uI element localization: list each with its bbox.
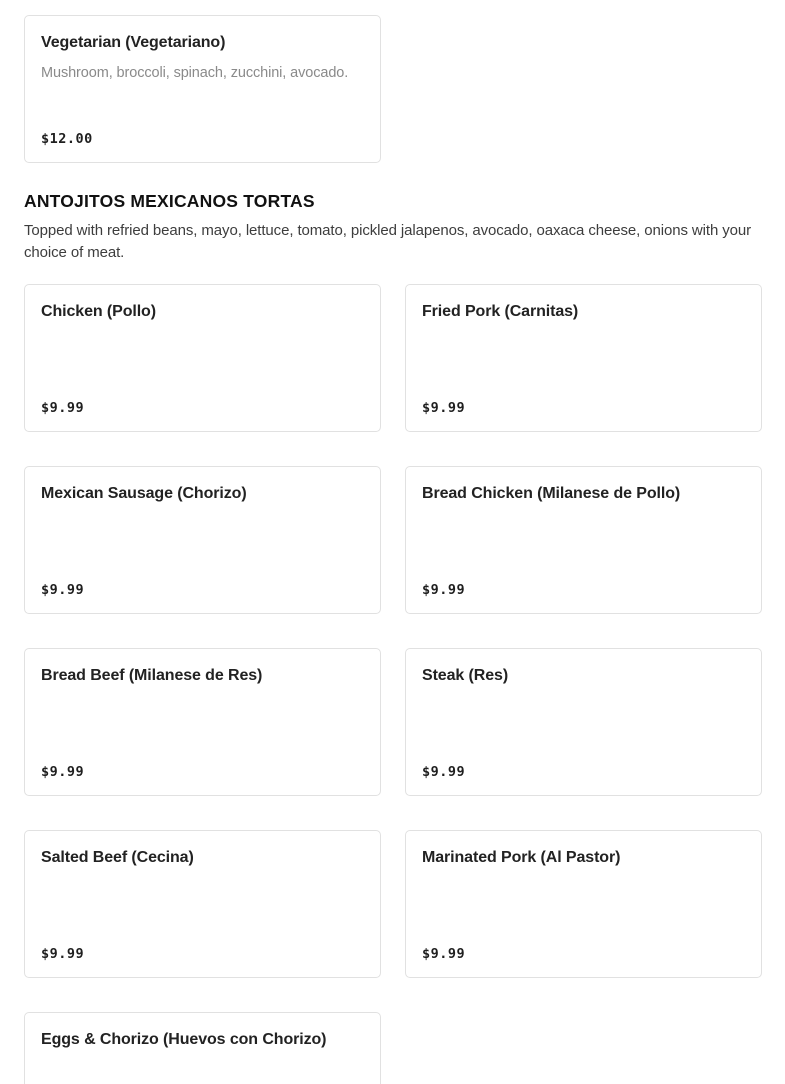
menu-item-card-marinated-pork[interactable] [405, 830, 762, 978]
section-title: ANTOJITOS MEXICANOS TORTAS [24, 191, 315, 211]
menu-item-name: Fried Pork (Carnitas) [422, 303, 579, 321]
menu-item-card-bread-beef[interactable] [24, 648, 381, 796]
menu-item-card-eggs-chorizo[interactable] [24, 1012, 381, 1084]
menu-item-price: $9.99 [41, 764, 85, 781]
menu-item-price: $9.99 [41, 946, 85, 963]
menu-item-card-chicken[interactable] [24, 284, 381, 432]
menu-item-price: $9.99 [422, 582, 466, 599]
previous-section-items [24, 15, 381, 163]
menu-item-price: $12.00 [41, 131, 93, 147]
menu-item-card-bread-chicken[interactable] [405, 466, 762, 614]
menu-item-name: Bread Chicken (Milanese de Pollo) [422, 485, 681, 503]
menu-item-name: Mexican Sausage (Chorizo) [41, 485, 247, 503]
menu-item-price: $9.99 [422, 400, 466, 417]
menu-item-name: Eggs & Chorizo (Huevos con Chorizo) [41, 1031, 327, 1049]
menu-item-price: $9.99 [422, 764, 466, 781]
menu-item-card-fried-pork[interactable] [405, 284, 762, 432]
menu-item-name: Bread Beef (Milanese de Res) [41, 667, 263, 685]
menu-item-name: Steak (Res) [422, 667, 509, 685]
menu-item-name: Chicken (Pollo) [41, 303, 156, 321]
menu-item-name: Marinated Pork (Al Pastor) [422, 849, 621, 867]
menu-item-price: $9.99 [422, 946, 466, 963]
menu-item-description: Mushroom, broccoli, spinach, zucchini, avocado. [41, 64, 349, 81]
menu-item-card-vegetarian[interactable] [24, 15, 381, 163]
menu-items-grid [24, 284, 762, 1084]
menu-item-card-steak[interactable] [405, 648, 762, 796]
menu-item-card-salted-beef[interactable] [24, 830, 381, 978]
section-description: Topped with refried beans, mayo, lettuce, tomato, pickled jalapenos, avocado, oaxaca cheese, onions with your choice of meat. [24, 222, 752, 262]
menu-item-name: Vegetarian (Vegetariano) [41, 34, 226, 51]
menu-item-price: $9.99 [41, 400, 85, 417]
menu-item-card-mexican-sausage[interactable] [24, 466, 381, 614]
menu-item-price: $9.99 [41, 582, 85, 599]
menu-item-name: Salted Beef (Cecina) [41, 849, 194, 867]
